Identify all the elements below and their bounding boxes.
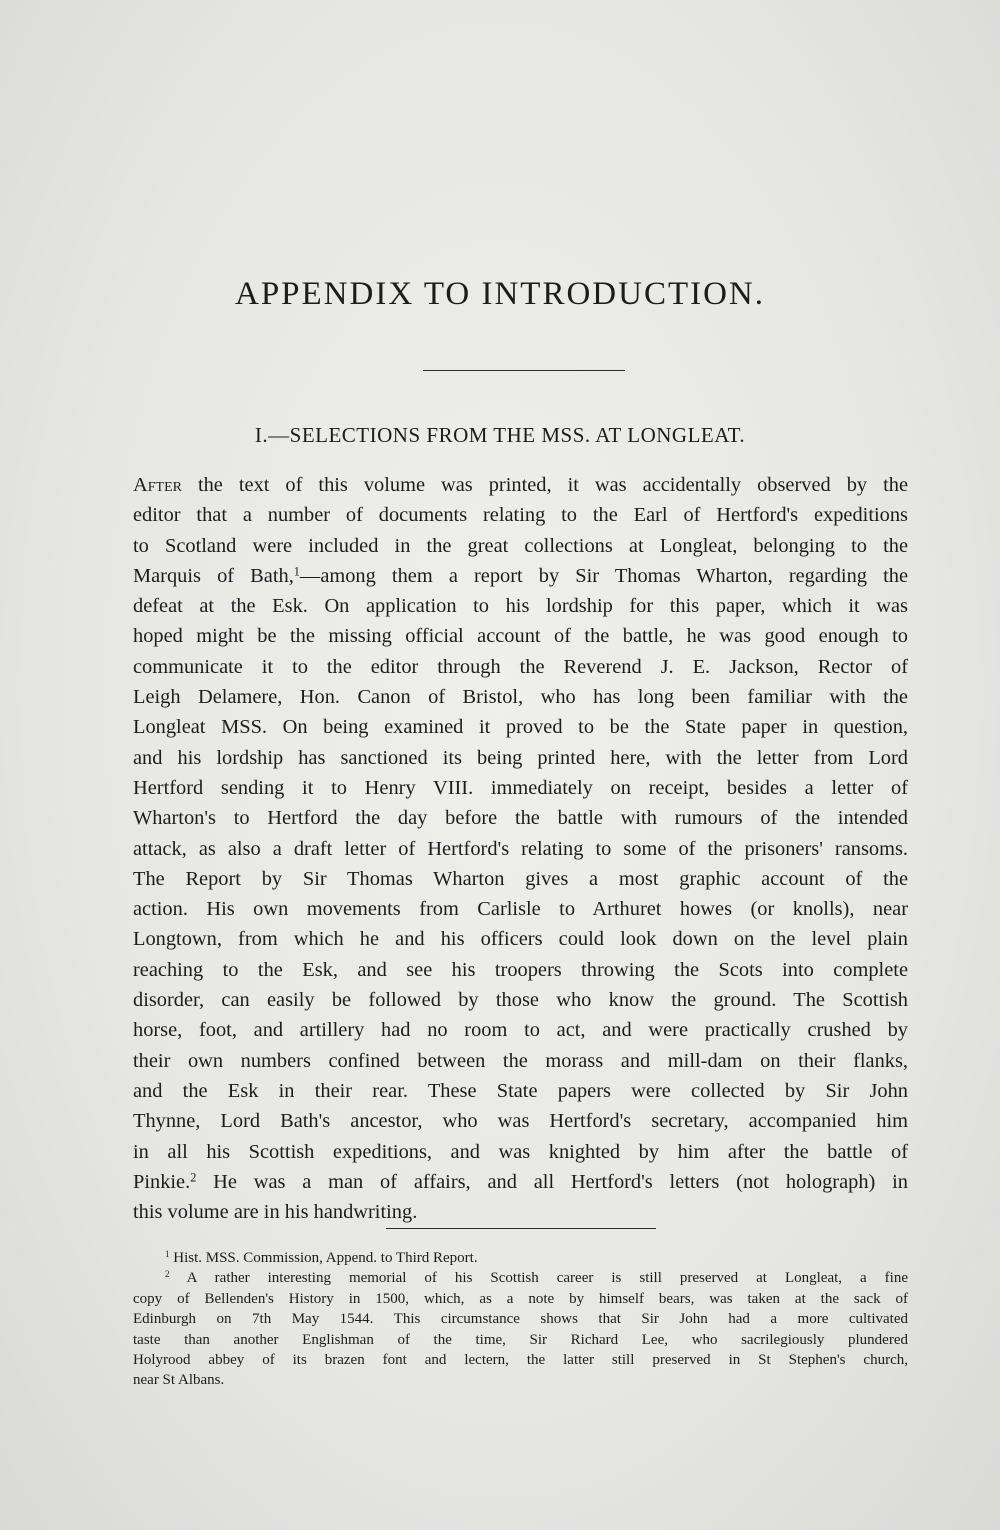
body-line: action. His own movements from Carlisle to Arthuret howes (or knolls), near [133,898,908,921]
body-line: this volume are in his handwriting. [133,1201,418,1224]
body-line: communicate it to the editor through the Reverend J. E. Jackson, Rector of [133,655,908,678]
body-line: and the Esk in their rear. These State papers were collected by Sir John [133,1079,908,1102]
footnote-2-line: Edinburgh on 7th May 1544. This circumstance shows that Sir John had a more cultivated [133,1311,908,1328]
body-line: defeat at the Esk. On application to his lordship for this paper, which it was [133,595,908,618]
body-line: their own numbers confined between the morass and mill-dam on their flanks, [133,1049,908,1072]
footnote-ref-1[interactable]: 1 [293,564,300,579]
body-line: Leigh Delamere, Hon. Canon of Bristol, who has long been familiar with the [133,686,908,709]
body-line: After the text of this volume was printed, it was accidentally observed by the [133,474,908,496]
body-line: and his lordship has sanctioned its being printed here, with the letter from Lord [133,746,908,769]
body-paragraph [133,470,908,1227]
section-heading: I.—SELECTIONS FROM THE MSS. AT LONGLEAT. [254,423,746,447]
body-line: reaching to the Esk, and see his troopers throwing the Scots into complete [133,958,908,981]
body-line: to Scotland were included in the great collections at Longleat, belonging to the [133,534,908,557]
footnote-2-line: $^2$ A rather interesting memorial of his Scottish career is still preserved at Longleat, a fine [165,1269,908,1287]
footnote-1: $^1$ Hist. MSS. Commission, Append. to Third Report. [165,1249,478,1266]
body-line: Pinkie.$^2$ He was a man of affairs, and all Hertford's letters (not holograph) in [133,1170,908,1193]
body-line: editor that a number of documents relating to the Earl of Hertford's expeditions [133,504,908,527]
footnote-2-line: copy of Bellenden's History in 1500, which, as a note by himself bears, was taken at the sack of [133,1290,908,1307]
appendix-title: APPENDIX TO INTRODUCTION. [234,276,766,312]
body-line: attack, as also a draft letter of Hertford's relating to some of the prisoners' ransoms. [133,837,908,860]
footnote-marker-2: 2 [165,1269,170,1280]
body-line: The Report by Sir Thomas Wharton gives a most graphic account of the [133,867,908,890]
opening-word: After [133,474,182,496]
body-line: in all his Scottish expeditions, and was knighted by him after the battle of [133,1140,908,1163]
body-line: Marquis of Bath,$^1$—among them a report by Sir Thomas Wharton, regarding the [133,564,908,587]
footnote-ref-2[interactable]: 2 [190,1170,197,1185]
body-line: Longleat MSS. On being examined it proved to be the State paper in question, [133,716,908,739]
body-line: Hertford sending it to Henry VIII. immediately on receipt, besides a letter of [133,776,908,799]
body-line: disorder, can easily be followed by those who know the ground. The Scottish [133,989,908,1012]
body-line: Wharton's to Hertford the day before the battle with rumours of the intended [133,807,908,830]
footnote-divider [386,1228,656,1229]
footnote-marker-1: 1 [165,1249,170,1260]
footnotes [133,1248,908,1391]
body-line: Longtown, from which he and his officers could look down on the level plain [133,928,908,951]
footnote-2-line: taste than another Englishman of the time, Sir Richard Lee, who sacrilegiously plundered [133,1331,908,1348]
title-divider [423,370,625,371]
body-line: Thynne, Lord Bath's ancestor, who was Hertford's secretary, accompanied him [133,1110,908,1133]
footnote-2-line: near St Albans. [133,1372,225,1389]
body-line: hoped might be the missing official account of the battle, he was good enough to [133,625,908,648]
footnote-2-line: Holyrood abbey of its brazen font and lectern, the latter still preserved in St Stephen's church, [133,1351,908,1368]
body-line: horse, foot, and artillery had no room to act, and were practically crushed by [133,1019,908,1042]
